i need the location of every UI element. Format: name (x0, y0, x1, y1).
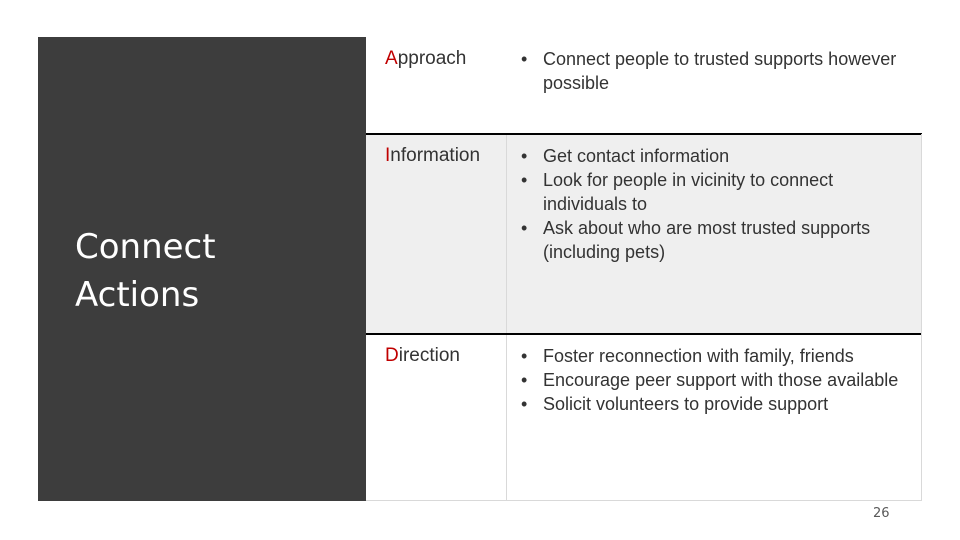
list-item (518, 368, 918, 392)
table-row-information (366, 134, 922, 334)
bullet-list-approach (518, 47, 918, 95)
list-item (518, 392, 918, 416)
bullet-list-direction (518, 344, 918, 416)
bullet-icon: • (521, 394, 528, 414)
side-panel (38, 37, 366, 501)
bullet-list-information (518, 144, 918, 264)
bullet-text: Look for people in vicinity to connect individuals to (543, 170, 834, 214)
bullet-icon: • (521, 49, 528, 69)
row-label-approach (385, 47, 466, 71)
connect-actions-table (366, 37, 922, 501)
bullet-text: Get contact information (543, 146, 730, 166)
row-label-initial: D (385, 345, 399, 366)
row-divider (366, 333, 922, 335)
row-label-rest: pproach (397, 48, 467, 69)
row-label-rest: nformation (390, 145, 481, 166)
list-item (518, 168, 918, 216)
slide-title-line-2: Actions (75, 275, 200, 315)
list-item (518, 344, 918, 368)
row-divider (366, 133, 922, 135)
bullet-text: Solicit volunteers to provide support (543, 394, 829, 414)
page-number: 26 (873, 506, 890, 521)
row-label-direction (385, 344, 460, 368)
row-label-information (385, 144, 480, 168)
bullet-text: Foster reconnection with family, friends (543, 346, 854, 366)
list-item (518, 47, 918, 95)
table-border (921, 134, 922, 501)
bullet-icon: • (521, 146, 528, 166)
bullet-text: Ask about who are most trusted supports (including pets) (543, 218, 871, 262)
bullet-icon: • (521, 370, 528, 390)
table-row-approach (366, 37, 922, 134)
slide-title (75, 223, 216, 319)
bullet-text: Encourage peer support with those available (543, 370, 899, 390)
bullet-icon: • (521, 170, 528, 190)
table-border (366, 500, 922, 501)
row-label-initial: I (385, 145, 391, 166)
bullet-icon: • (521, 218, 528, 238)
bullet-icon: • (521, 346, 528, 366)
row-label-rest: irection (398, 345, 460, 366)
bullet-text: Connect people to trusted supports however possible (543, 49, 897, 93)
row-label-initial: A (385, 48, 398, 69)
list-item (518, 144, 918, 168)
list-item (518, 216, 918, 264)
table-row-direction (366, 334, 922, 501)
slide-title-line-1: Connect (75, 227, 216, 267)
column-divider (506, 134, 507, 501)
